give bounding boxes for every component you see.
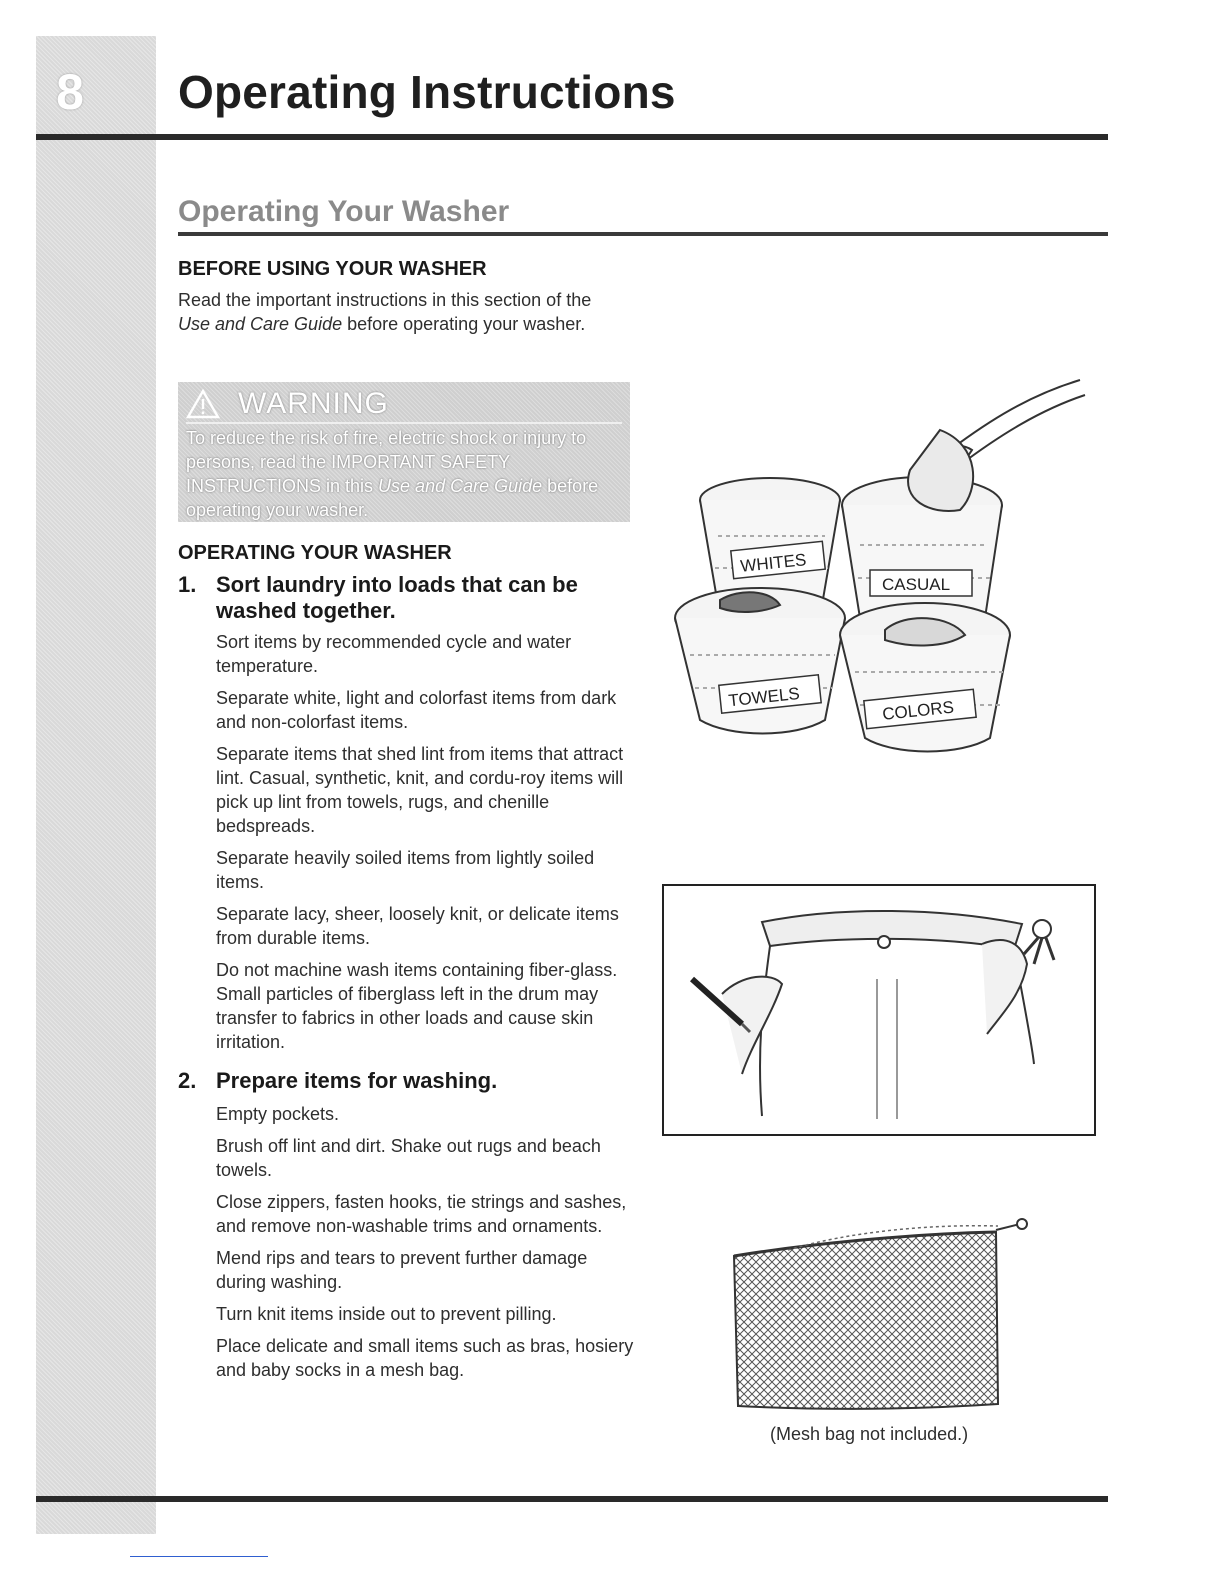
step-1-number: 1. xyxy=(178,572,197,597)
step-2-paragraphs xyxy=(216,1102,636,1390)
before-using-text xyxy=(178,288,628,336)
laundry-baskets-illustration xyxy=(660,350,1100,770)
zipper-pull-icon xyxy=(996,1219,1027,1230)
mesh-bag-caption: (Mesh bag not included.) xyxy=(770,1424,969,1444)
warning-guide-italic: Use and Care Guide xyxy=(378,476,543,496)
before-text-part-1: Read the important instructions in this section of the xyxy=(178,290,592,310)
step-1-paragraphs xyxy=(216,630,636,1062)
step-2-para: Place delicate and small items such as bras, hosiery and baby socks in a mesh bag. xyxy=(216,1336,634,1380)
before-using-heading: BEFORE USING YOUR WASHER xyxy=(178,258,487,280)
section-title: Operating Your Washer xyxy=(178,195,510,228)
step-2-para: Turn knit items inside out to prevent pilling. xyxy=(216,1304,557,1324)
basket-label: CASUAL xyxy=(882,575,951,594)
step-2-text: Prepare items for washing. xyxy=(216,1068,498,1093)
step-1-para: Separate items that shed lint from items that attract lint. Casual, synthetic, knit, and cordu-roy items will pick up lint from towels, rugs, and chenille bedspreads. xyxy=(216,744,624,836)
step-1-para: Separate white, light and colorfast items from dark and non-colorfast items. xyxy=(216,688,617,732)
bottom-rule xyxy=(36,1496,1108,1502)
warning-title: WARNING xyxy=(238,387,389,420)
step-2-para: Close zippers, fasten hooks, tie strings and sashes, and remove non-washable trims and ornaments. xyxy=(216,1192,627,1236)
pants-pockets-illustration xyxy=(662,884,1096,1136)
warning-triangle-icon xyxy=(186,389,220,419)
warning-text-part-1: To reduce the risk of fire, electric shock or injury to persons, read the IMPORTANT SAFETY INSTRUCTIONS in this xyxy=(186,428,587,496)
page-title: Operating Instructions xyxy=(178,66,676,118)
warning-text-part-2: before operating your washer. xyxy=(186,476,599,520)
page-number: 8 xyxy=(56,64,84,120)
step-1-para: Separate heavily soiled items from lightly soiled items. xyxy=(216,848,595,892)
step-1-para: Do not machine wash items containing fiber-glass. Small particles of fiberglass left in the drum may transfer to fabrics in other loads and cause skin irritation. xyxy=(216,960,618,1052)
step-1-para: Sort items by recommended cycle and water temperature. xyxy=(216,632,572,676)
step-2-number: 2. xyxy=(178,1068,197,1093)
step-1-title xyxy=(178,572,578,623)
step-2-para: Empty pockets. xyxy=(216,1104,340,1124)
step-2-title xyxy=(178,1068,498,1094)
warning-rule xyxy=(186,422,622,424)
basket-label: TOWELS xyxy=(727,683,801,711)
operating-heading: OPERATING YOUR WASHER xyxy=(178,542,452,564)
sidebar-band xyxy=(36,36,156,1534)
warning-text xyxy=(186,426,626,522)
step-1-text: Sort laundry into loads that can be washed together. xyxy=(216,572,578,623)
step-2-para: Mend rips and tears to prevent further damage during washing. xyxy=(216,1248,588,1292)
basket-label: WHITES xyxy=(739,550,808,576)
step-1-para: Separate lacy, sheer, loosely knit, or delicate items from durable items. xyxy=(216,904,619,948)
section-rule xyxy=(178,232,1108,236)
mesh-bag-illustration xyxy=(728,1214,1034,1420)
title-rule xyxy=(36,134,1108,140)
before-text-part-2: before operating your washer. xyxy=(347,314,586,334)
basket-label: COLORS xyxy=(881,697,955,724)
bottom-link-underline xyxy=(130,1556,268,1557)
warning-box xyxy=(178,382,630,522)
step-2-para: Brush off lint and dirt. Shake out rugs and beach towels. xyxy=(216,1136,601,1180)
guide-title-italic: Use and Care Guide xyxy=(178,314,343,334)
